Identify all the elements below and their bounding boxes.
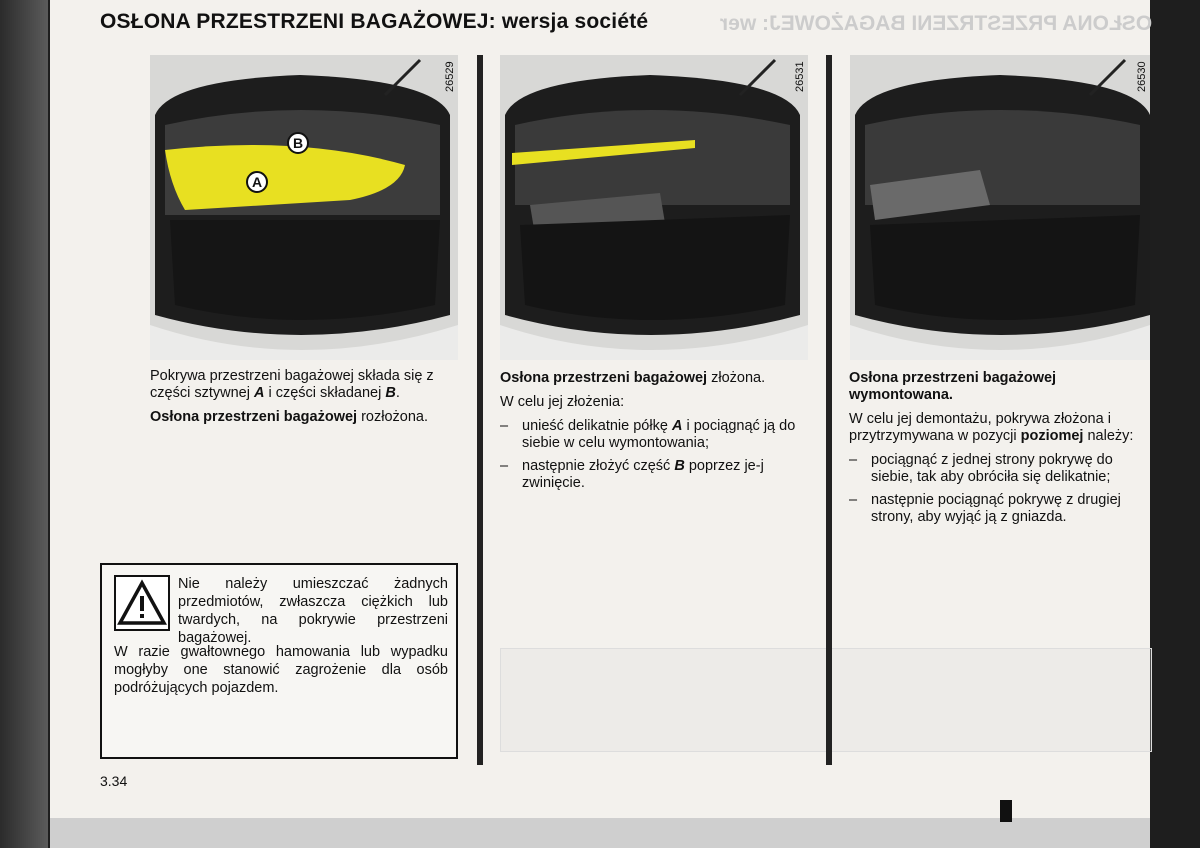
page-edge-marker <box>1000 800 1012 822</box>
col3-list-item-2: – następnie pociągnąć pokrywę z drugiej strony, aby wyjąć ją z gniazda. <box>849 492 1121 525</box>
ghost-title: OSŁONA PRZESTRZENI BAGAŻOWEJ: wer <box>720 12 1153 35</box>
trunk-photo-3 <box>850 55 1150 360</box>
column-1-text <box>150 368 460 433</box>
photo-code-3: 26530 <box>1136 61 1148 92</box>
book-gutter-shadow <box>0 0 48 848</box>
col3-intro: W celu jej demontażu, pokrywa złożona i przytrzymywana w pozycji poziomej należy: <box>849 411 1134 444</box>
column-rule-2 <box>826 55 832 765</box>
photo-label-a: A <box>251 174 263 190</box>
trunk-photo-2 <box>500 55 808 360</box>
col2-intro: W celu jej złożenia: <box>500 394 625 410</box>
warning-text-top: Nie należy umieszczać żadnych przedmiotów, zwłaszcza ciężkich lub twardych, na pokrywie przestrzeni bagażowej. <box>178 576 448 646</box>
photo-label-b: B <box>292 135 304 151</box>
page-title: OSŁONA PRZESTRZENI BAGAŻOWEJ: wersja société <box>100 10 649 33</box>
warning-triangle-icon <box>114 575 170 631</box>
col1-paragraph-1: Pokrywa przestrzeni bagażowej składa się z części sztywnej A i części składanej B. <box>150 368 434 401</box>
column-2-text <box>500 370 808 498</box>
warning-text-bottom: W razie gwałtownego hamowania lub wypadku mogłyby one stanowić zagrożenie dla osób podróżujących pojazdem. <box>114 644 448 696</box>
column-3-text <box>849 370 1149 532</box>
col3-list-item-1: – pociągnąć z jednej strony pokrywę do siebie, tak aby obróciła się delikatnie; <box>849 452 1113 485</box>
photo-code-2: 26531 <box>794 61 806 92</box>
trunk-photo-1 <box>150 55 458 360</box>
photo-code-1: 26529 <box>444 61 456 92</box>
col2-list-item-1: – unieść delikatnie półkę A i pociągnąć ją do siebie w celu wymontowania; <box>500 418 796 451</box>
page-bottom-band <box>50 818 1150 848</box>
page-number: 3.34 <box>100 773 128 789</box>
warning-box <box>100 563 458 759</box>
col2-heading: Osłona przestrzeni bagażowej złożona. <box>500 370 766 386</box>
col1-paragraph-2: Osłona przestrzeni bagażowej rozłożona. <box>150 409 429 425</box>
col2-list-item-2: – następnie złożyć część B poprzez je-j zwinięcie. <box>500 458 764 491</box>
column-rule-1 <box>477 55 483 765</box>
col3-heading: Osłona przestrzeni bagażowej wymontowana. <box>849 370 1057 403</box>
